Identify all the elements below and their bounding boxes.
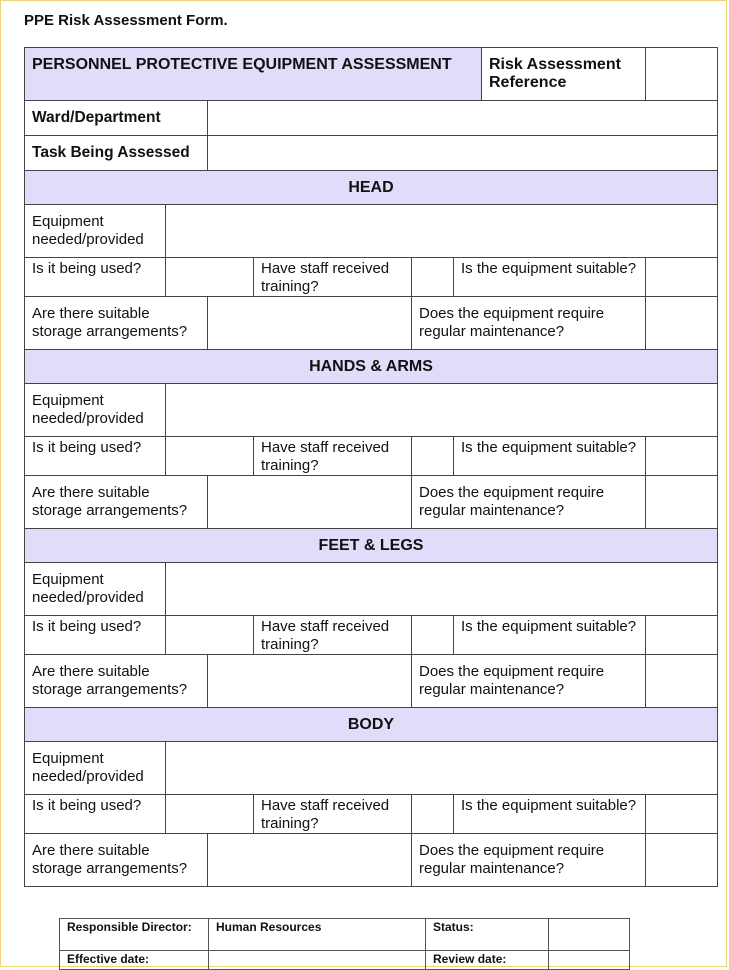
- section-heading: FEET & LEGS: [25, 529, 718, 563]
- equipment-label: Equipment needed/provided: [25, 563, 166, 616]
- being-used-field[interactable]: [166, 258, 254, 297]
- page-title: PPE Risk Assessment Form.: [24, 12, 228, 29]
- being-used-field[interactable]: [166, 616, 254, 655]
- equipment-suitable-label: Is the equipment suitable?: [454, 616, 646, 655]
- equipment-suitable-label: Is the equipment suitable?: [454, 437, 646, 476]
- equipment-field[interactable]: [166, 384, 718, 437]
- review-date-label: Review date:: [426, 951, 549, 970]
- effective-date-label: Effective date:: [60, 951, 209, 970]
- responsible-director-label: Responsible Director:: [60, 919, 209, 951]
- staff-training-field[interactable]: [412, 258, 454, 297]
- review-date-field[interactable]: [549, 951, 630, 970]
- storage-label: Are there suitable storage arrangements?: [25, 834, 208, 887]
- equipment-label: Equipment needed/provided: [25, 384, 166, 437]
- storage-label: Are there suitable storage arrangements?: [25, 297, 208, 350]
- storage-label: Are there suitable storage arrangements?: [25, 655, 208, 708]
- equipment-suitable-field[interactable]: [646, 795, 718, 834]
- equipment-field[interactable]: [166, 563, 718, 616]
- task-assessed-field[interactable]: [208, 136, 718, 171]
- equipment-field[interactable]: [166, 742, 718, 795]
- equipment-field[interactable]: [166, 205, 718, 258]
- equipment-suitable-label: Is the equipment suitable?: [454, 795, 646, 834]
- staff-training-label: Have staff received training?: [254, 795, 412, 834]
- being-used-label: Is it being used?: [25, 795, 166, 834]
- section-heading: BODY: [25, 708, 718, 742]
- staff-training-field[interactable]: [412, 437, 454, 476]
- risk-reference-label: Risk Assessment Reference: [482, 48, 646, 101]
- equipment-suitable-field[interactable]: [646, 616, 718, 655]
- form-title: PERSONNEL PROTECTIVE EQUIPMENT ASSESSMENT: [25, 48, 482, 101]
- storage-field[interactable]: [208, 834, 412, 887]
- document-control-table: [59, 918, 630, 970]
- equipment-suitable-field[interactable]: [646, 258, 718, 297]
- equipment-label: Equipment needed/provided: [25, 742, 166, 795]
- effective-date-field[interactable]: [209, 951, 426, 970]
- staff-training-label: Have staff received training?: [254, 258, 412, 297]
- being-used-label: Is it being used?: [25, 616, 166, 655]
- status-label: Status:: [426, 919, 549, 951]
- section-heading: HEAD: [25, 171, 718, 205]
- maintenance-label: Does the equipment require regular maintenance?: [412, 655, 646, 708]
- maintenance-label: Does the equipment require regular maintenance?: [412, 297, 646, 350]
- storage-label: Are there suitable storage arrangements?: [25, 476, 208, 529]
- maintenance-field[interactable]: [646, 476, 718, 529]
- staff-training-label: Have staff received training?: [254, 616, 412, 655]
- being-used-field[interactable]: [166, 795, 254, 834]
- maintenance-field[interactable]: [646, 297, 718, 350]
- being-used-label: Is it being used?: [25, 437, 166, 476]
- equipment-suitable-label: Is the equipment suitable?: [454, 258, 646, 297]
- equipment-suitable-field[interactable]: [646, 437, 718, 476]
- storage-field[interactable]: [208, 297, 412, 350]
- staff-training-field[interactable]: [412, 616, 454, 655]
- maintenance-field[interactable]: [646, 655, 718, 708]
- ward-department-label: Ward/Department: [25, 101, 208, 136]
- maintenance-label: Does the equipment require regular maintenance?: [412, 476, 646, 529]
- storage-field[interactable]: [208, 476, 412, 529]
- ward-department-field[interactable]: [208, 101, 718, 136]
- status-field[interactable]: [549, 919, 630, 951]
- human-resources-value: Human Resources: [209, 919, 426, 951]
- maintenance-label: Does the equipment require regular maintenance?: [412, 834, 646, 887]
- section-heading: HANDS & ARMS: [25, 350, 718, 384]
- maintenance-field[interactable]: [646, 834, 718, 887]
- equipment-label: Equipment needed/provided: [25, 205, 166, 258]
- risk-reference-field[interactable]: [646, 48, 718, 101]
- task-assessed-label: Task Being Assessed: [25, 136, 208, 171]
- storage-field[interactable]: [208, 655, 412, 708]
- ppe-assessment-table: [24, 47, 718, 887]
- being-used-label: Is it being used?: [25, 258, 166, 297]
- staff-training-field[interactable]: [412, 795, 454, 834]
- being-used-field[interactable]: [166, 437, 254, 476]
- staff-training-label: Have staff received training?: [254, 437, 412, 476]
